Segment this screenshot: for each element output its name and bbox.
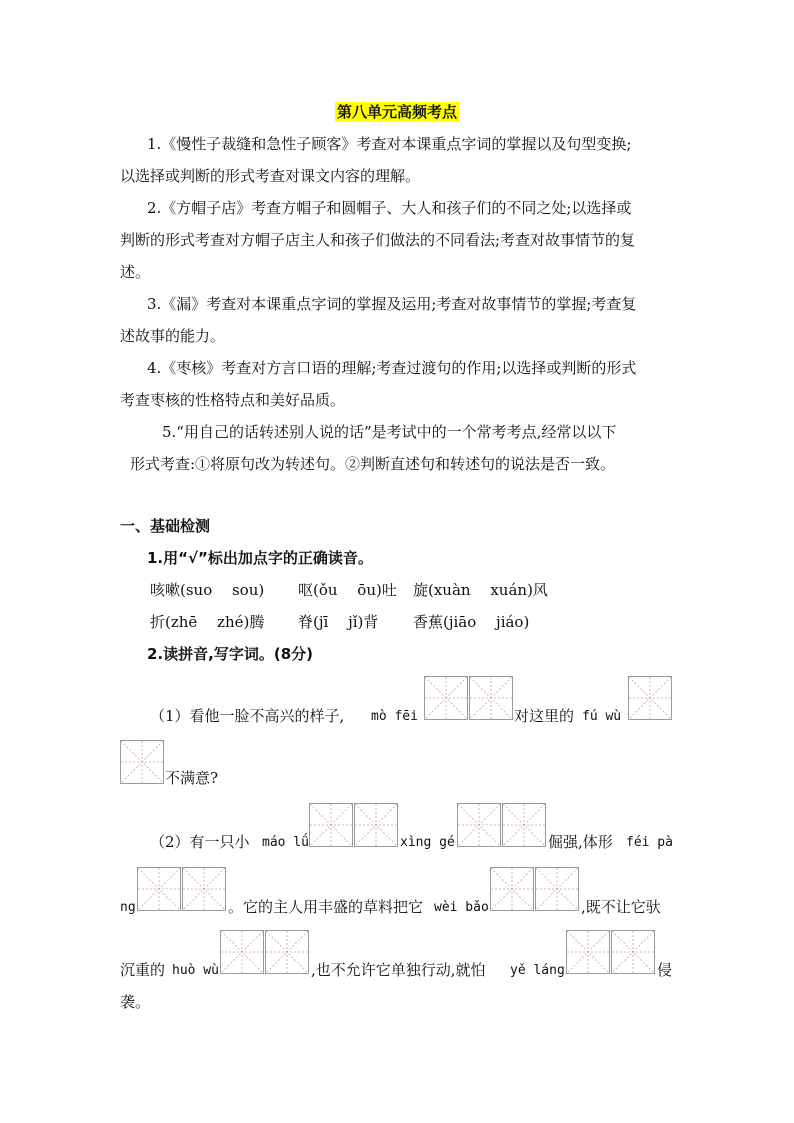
s2-pinyin-4: wèi bǎo: [434, 900, 489, 915]
s1-pinyin-1: mò fēi: [371, 709, 418, 724]
s1-pinyin-2: fú wù: [582, 709, 622, 724]
writing-box[interactable]: [628, 676, 672, 720]
writing-box[interactable]: [502, 803, 546, 847]
writing-box[interactable]: [120, 740, 164, 784]
s2-text-d: ,既不让它驮: [581, 898, 661, 916]
page-title: 第八单元高频考点: [336, 103, 457, 121]
writing-box[interactable]: [137, 867, 181, 911]
point-2-line-3: 述。: [120, 263, 151, 281]
s2-pinyin-6: yě láng: [510, 963, 565, 978]
point-3-line-1: 3.《漏》考查对本课重点字词的掌握及运用;考查对故事情节的掌握;考查复: [147, 295, 637, 313]
writing-box[interactable]: [457, 803, 501, 847]
s2-text-e: 沉重的: [120, 961, 166, 979]
point-1-line-1: 1.《慢性子裁缝和急性子顾客》考查对本课重点字词的掌握以及句型变换;: [147, 135, 632, 153]
s2-pinyin-5: huò wù: [172, 963, 219, 978]
writing-box[interactable]: [309, 803, 353, 847]
s2-pinyin-2: xìng gé: [400, 835, 455, 850]
writing-box[interactable]: [611, 930, 655, 974]
s2-text-f: ,也不允许它单独行动,就怕: [311, 961, 486, 979]
point-1-line-2: 以选择或判断的形式考查对课文内容的理解。: [120, 167, 421, 185]
writing-box[interactable]: [182, 867, 226, 911]
s2-text-a: （2）有一只小: [150, 833, 250, 851]
writing-box[interactable]: [265, 930, 309, 974]
writing-box[interactable]: [535, 867, 579, 911]
q1-item-3: 旋(xuàn xuán)风: [413, 581, 548, 599]
s2-text-h: 袭。: [120, 993, 151, 1011]
writing-box[interactable]: [490, 867, 534, 911]
point-3-line-2: 述故事的能力。: [120, 327, 226, 345]
s1-text-a: （1）看他一脸不高兴的样子,: [150, 707, 345, 725]
point-5-line-1: 5.“用自己的话转述别人说的话”是考试中的一个常考考点,经常以以下: [162, 423, 617, 441]
writing-box[interactable]: [424, 676, 468, 720]
s2-pinyin-1: máo lǘ: [262, 835, 309, 850]
point-4-line-1: 4.《枣核》考查对方言口语的理解;考查过渡句的作用;以选择或判断的形式: [147, 359, 637, 377]
q1-item-6: 香蕉(jiāo jiáo): [413, 613, 530, 631]
q1-item-5: 脊(jī jǐ)背: [298, 613, 379, 631]
point-4-line-2: 考查枣核的性格特点和美好品质。: [120, 391, 346, 409]
s2-pinyin-3a: féi pà: [626, 835, 673, 850]
point-2-line-2: 判断的形式考查对方帽子店主人和孩子们做法的不同看法;考查对故事情节的复: [120, 231, 636, 249]
writing-box[interactable]: [354, 803, 398, 847]
s2-text-b: 倔强,体形: [548, 833, 613, 851]
question-2-title: 2.读拼音,写字词。(8分): [147, 645, 313, 663]
point-5-line-2: 形式考查:①将原句改为转述句。②判断直述句和转述句的说法是否一致。: [130, 455, 616, 473]
s2-pinyin-3b: ng: [120, 900, 136, 915]
s1-text-b: 对这里的: [514, 707, 575, 725]
s1-text-c: 不满意?: [165, 769, 219, 787]
writing-box[interactable]: [469, 676, 513, 720]
writing-box[interactable]: [566, 930, 610, 974]
q1-item-4: 折(zhē zhé)腾: [150, 613, 265, 631]
question-1-title: 1.用“√”标出加点字的正确读音。: [147, 549, 373, 567]
q1-item-2: 呕(ǒu ōu)吐: [298, 581, 397, 599]
writing-box[interactable]: [220, 930, 264, 974]
section-heading: 一、基础检测: [120, 517, 211, 535]
point-2-line-1: 2.《方帽子店》考查方帽子和圆帽子、大人和孩子们的不同之处;以选择或: [147, 199, 632, 217]
s2-text-c: 。它的主人用丰盛的草料把它: [228, 898, 424, 916]
q1-item-1: 咳嗽(suo sou): [150, 581, 265, 599]
s2-text-g: 侵: [657, 961, 673, 979]
